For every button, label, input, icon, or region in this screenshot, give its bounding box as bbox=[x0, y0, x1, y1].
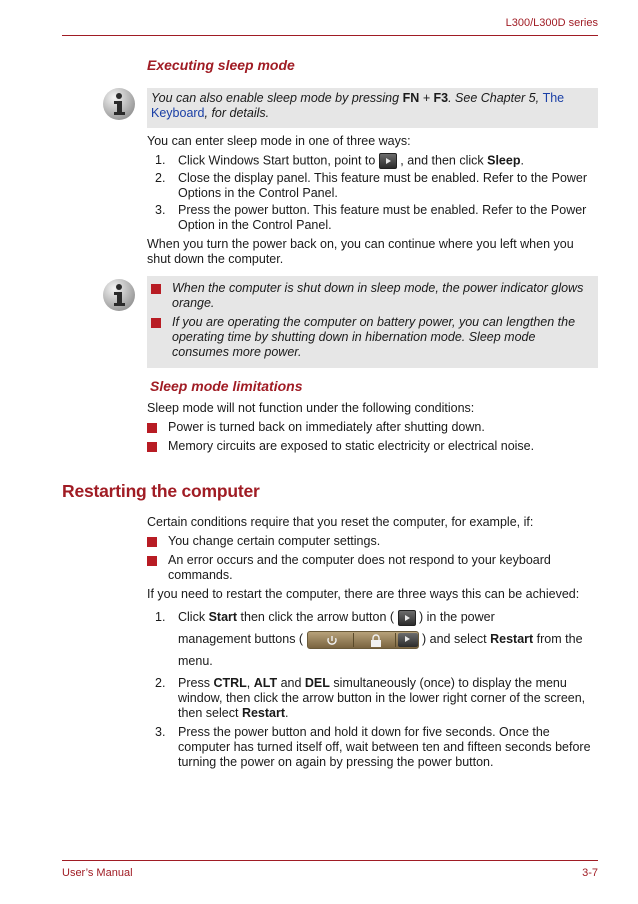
step-text: then click the arrow button ( bbox=[237, 610, 398, 624]
key-ctrl: CTRL bbox=[213, 676, 247, 690]
arrow-button-icon bbox=[379, 153, 397, 169]
step-number: 1. bbox=[155, 153, 166, 167]
step-text: Close the display panel. This feature must be enabled. Refer to the Power Options in the Control Panel. bbox=[178, 171, 588, 200]
section-title-sleep: Executing sleep mode bbox=[147, 57, 295, 73]
step-text: , bbox=[246, 676, 254, 690]
step-text: Press the power button and hold it down for five seconds. Once the computer has turned itself off, wait between ten and fifteen seconds before turning the power on again by pressing the power button. bbox=[178, 725, 591, 769]
restart-intro: Certain conditions require that you reset the computer, for example, if: bbox=[147, 515, 534, 529]
key-f3: F3 bbox=[433, 91, 449, 105]
step-text: ) in the power bbox=[415, 610, 495, 624]
sleep-intro: You can enter sleep mode in one of three ways: bbox=[147, 134, 411, 148]
note-bullet-text: When the computer is shut down in sleep mode, the power indicator glows orange. bbox=[172, 281, 584, 310]
bullet-text: An error occurs and the computer does not respond to your keyboard commands. bbox=[168, 553, 551, 582]
limitations-list bbox=[147, 420, 598, 454]
step-number: 3. bbox=[155, 725, 166, 739]
list-item bbox=[147, 606, 598, 672]
sleep-bold: Sleep bbox=[487, 153, 521, 168]
info-icon bbox=[103, 88, 135, 120]
restart-bold: Restart bbox=[490, 632, 534, 646]
note-text-post: , for details. bbox=[204, 106, 270, 120]
restart-bold: Restart bbox=[241, 706, 286, 720]
restart-steps bbox=[147, 606, 598, 770]
key-fn: FN bbox=[402, 91, 420, 105]
list-item bbox=[147, 439, 598, 454]
bullet-square-icon bbox=[147, 537, 157, 547]
list-item bbox=[147, 171, 598, 201]
note-text-mid: . See Chapter 5, bbox=[448, 91, 543, 105]
info-icon bbox=[103, 279, 135, 311]
note-text: You can also enable sleep mode by pressing bbox=[151, 91, 403, 105]
bullet-square-icon bbox=[147, 423, 157, 433]
power-icon bbox=[310, 633, 354, 647]
step-text: . bbox=[285, 706, 289, 720]
list-item bbox=[151, 281, 594, 311]
list-item bbox=[151, 315, 594, 360]
step-text: Click Windows Start button, point to bbox=[178, 153, 379, 168]
list-item bbox=[147, 676, 598, 721]
bullet-square-icon bbox=[147, 556, 157, 566]
start-bold: Start bbox=[208, 610, 238, 624]
key-del: DEL bbox=[304, 676, 330, 690]
restart-conditions bbox=[147, 534, 598, 583]
lock-icon bbox=[356, 633, 396, 647]
step-number: 3. bbox=[155, 203, 166, 217]
bullet-square-icon bbox=[151, 318, 161, 328]
step-text: and bbox=[277, 676, 305, 690]
footer-manual-title: User’s Manual bbox=[62, 867, 133, 879]
note-sleep-shutdown bbox=[147, 276, 598, 368]
note-bullets bbox=[151, 281, 594, 360]
step-text: management buttons ( bbox=[178, 632, 307, 646]
bullet-square-icon bbox=[151, 284, 161, 294]
sleep-body bbox=[147, 134, 598, 267]
arrow-button-icon bbox=[398, 610, 416, 626]
link-keyboard-chapter[interactable]: The Keyboard bbox=[151, 91, 565, 120]
power-management-buttons-icon bbox=[307, 631, 419, 649]
step-text: Click bbox=[178, 610, 209, 624]
header-rule bbox=[62, 35, 598, 36]
footer-rule bbox=[62, 860, 598, 861]
section-heading-restart: Restarting the computer bbox=[62, 481, 260, 501]
arrow-icon bbox=[398, 633, 418, 647]
step-text: Press bbox=[178, 676, 214, 690]
page-number: 3-7 bbox=[582, 867, 598, 879]
list-item bbox=[147, 420, 598, 435]
bullet-text: Memory circuits are exposed to static electricity or electrical noise. bbox=[168, 439, 535, 453]
step-text: Press the power button. This feature must be enabled. Refer to the Power Option in the Control Panel. bbox=[178, 203, 587, 232]
bullet-text: You change certain computer settings. bbox=[168, 534, 381, 548]
note-sleep-shortcut bbox=[147, 88, 598, 128]
limitations-body bbox=[147, 401, 598, 454]
step-number: 2. bbox=[155, 676, 166, 690]
step-text: , and then click bbox=[396, 153, 488, 168]
note-bullet-text: If you are operating the computer on battery power, you can lengthen the operating time by shutting down in hibernation mode. Sleep mode consumes more power. bbox=[172, 315, 576, 359]
bullet-text: Power is turned back on immediately after shutting down. bbox=[168, 420, 485, 434]
list-item bbox=[147, 725, 598, 770]
sleep-steps bbox=[147, 153, 598, 233]
bullet-square-icon bbox=[147, 442, 157, 452]
note-plus: + bbox=[419, 91, 434, 105]
list-item bbox=[147, 153, 598, 169]
section-title-limitations: Sleep mode limitations bbox=[150, 378, 303, 394]
limitations-intro: Sleep mode will not function under the following conditions: bbox=[147, 401, 475, 415]
list-item bbox=[147, 534, 598, 549]
step-text: ) and select bbox=[418, 632, 491, 646]
step-text: from the menu. bbox=[178, 632, 583, 668]
restart-ways-intro: If you need to restart the computer, there are three ways this can be achieved: bbox=[147, 587, 580, 601]
step-text: simultaneously (once) to display the menu window, then click the arrow button in the lower right corner of the screen, then select bbox=[178, 676, 586, 720]
step-text: . bbox=[520, 153, 524, 168]
step-number: 2. bbox=[155, 171, 166, 185]
step-number: 1. bbox=[155, 610, 166, 624]
restart-body bbox=[147, 515, 598, 770]
list-item bbox=[147, 553, 598, 583]
sleep-resume: When you turn the power back on, you can continue where you left when you shut down the computer. bbox=[147, 237, 574, 266]
list-item bbox=[147, 203, 598, 233]
key-alt: ALT bbox=[253, 676, 278, 690]
running-header: L300/L300D series bbox=[505, 17, 598, 29]
